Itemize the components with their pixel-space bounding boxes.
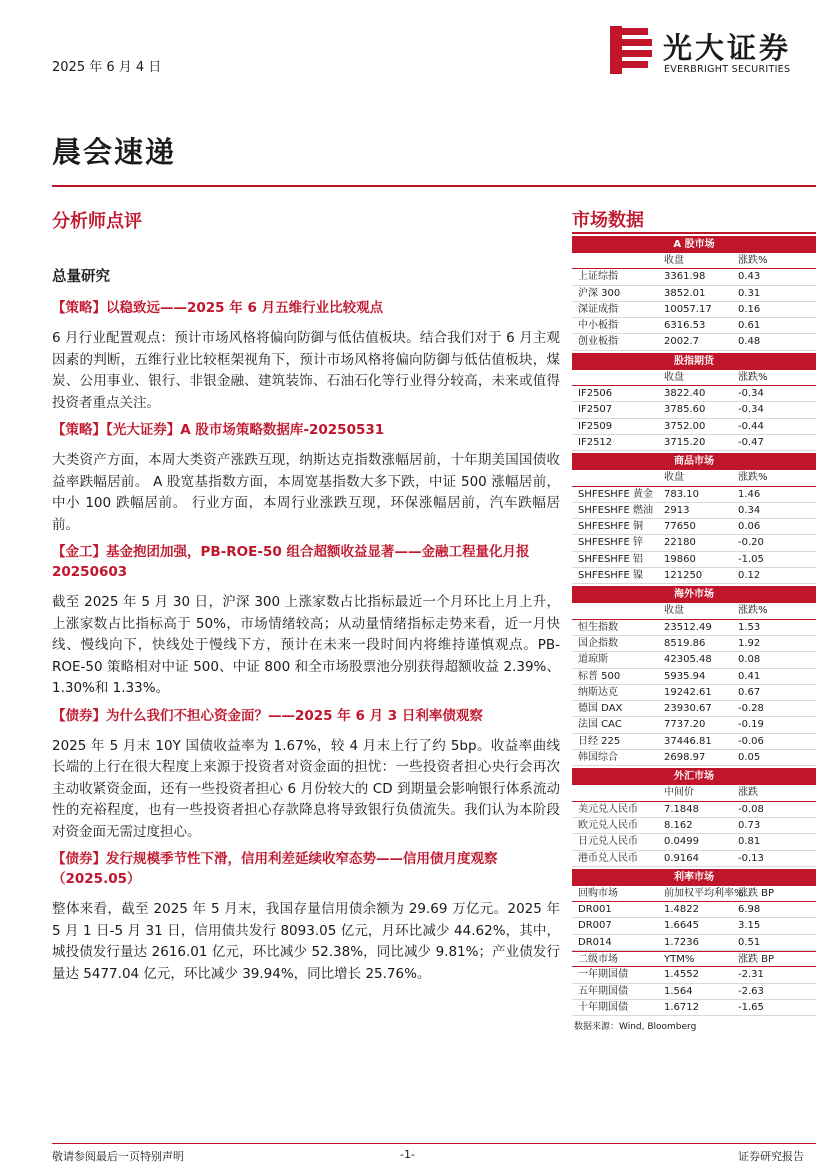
table-cell: 8.162 [664,819,693,831]
page-number: -1- [400,1148,415,1161]
market-table [572,453,816,584]
table-cell: -0.28 [738,703,764,715]
table-row [572,802,816,818]
table-cell: -0.06 [738,735,764,747]
table-cell: 8519.86 [664,637,706,649]
table-cell: 7.1848 [664,803,699,815]
market-table-title: 商品市场 [572,453,816,470]
table-cell: 收盘 [664,472,684,484]
comment-heading: 【策略】【光大证券】A 股市场策略数据库-20250531 [52,422,385,438]
table-cell: 十年期国债 [578,1001,628,1013]
table-cell: 日元兑人民币 [578,836,638,848]
table-cell: 23512.49 [664,621,712,633]
footer-divider [52,1143,816,1144]
table-cell: 3785.60 [664,404,706,416]
table-cell: 3.15 [738,920,761,932]
table-row [572,487,816,503]
table-cell: 0.05 [738,752,761,764]
table-row [572,419,816,435]
table-cell [572,785,660,800]
table-cell: -0.08 [738,803,764,815]
comment-body: 整体来看，截至 2025 年 5 月末，我国存量信用债余额为 29.69 万亿元。2025 年 5 月 1 日-5 月 31 日，信用债共发行 8093.05 亿元，月环比减少 44.62%，其中，城投债发行量达 2616.01 亿元，环比减少 52.38%，同比减少 9.81%；产业债发行量达 5477.04 亿元，环比减少 39.94%，同比增长 25.76%。 [52,901,560,982]
table-cell: -0.34 [738,388,764,400]
table-row [572,902,816,918]
table-cell: SHFESHFE 燃油 [578,504,654,516]
market-table [572,586,816,766]
table-cell: 涨跌 [738,787,758,799]
table-row [572,636,816,652]
table-cell: -2.63 [738,985,764,997]
market-table [572,869,816,1016]
table-cell: 77650 [664,521,696,533]
table-cell: SHFESHFE 铜 [578,521,644,533]
table-row [572,1000,816,1016]
table-cell: 1.92 [738,637,761,649]
table-cell: IF2507 [578,404,613,416]
comment-body: 2025 年 5 月末 10Y 国债收益率为 1.67%，较 4 月末上行了约 5bp。收益率曲线长端的上行在很大程度上来源于投资者对资金面的担忧：一些投资者担心央行会再次主动收紧资金面，还有一些投资者担心 6 月份较大的 CD 到期量会影响银行体系流动性的充裕程度，也有一些投资者担心存款降息将导致银行负债流失。我们认为本阶段对资金面无需过度担心。 [52,737,560,840]
market-data-title: 市场数据 [572,210,644,231]
table-cell: 19860 [664,553,696,565]
table-cell: 1.4822 [664,904,699,916]
table-row [572,652,816,668]
table-cell: 0.67 [738,686,761,698]
table-header-row [572,886,816,902]
table-cell: DR014 [578,936,612,948]
table-cell: 2002.7 [664,336,699,348]
market-tables [572,236,816,1016]
table-cell: 1.564 [664,985,693,997]
table-row [572,386,816,402]
table-row [572,851,816,867]
table-cell: -0.47 [738,436,764,448]
table-cell: 涨跌% [738,255,768,266]
section-title: 分析师点评 [52,211,142,232]
table-cell: 1.6645 [664,920,699,932]
table-cell: 3361.98 [664,271,706,283]
table-row [572,717,816,733]
table-header-row [572,603,816,619]
table-cell: -0.20 [738,537,764,549]
table-row [572,552,816,568]
table-header-row [572,785,816,801]
table-row [572,503,816,519]
table-cell: 7737.20 [664,719,706,731]
logo-mark-icon [608,24,654,76]
table-cell: 中间价 [664,787,694,799]
market-table-title: A 股市场 [572,236,816,253]
table-cell: 0.0499 [664,836,699,848]
report-date: 2025 年 6 月 4 日 [52,60,162,75]
table-row [572,620,816,636]
table-cell: -2.31 [738,969,764,981]
table-cell [572,253,660,268]
table-cell: 恒生指数 [578,621,618,633]
table-cell: 42305.48 [664,654,712,666]
table-cell: SHFESHFE 镍 [578,570,644,582]
table-cell: 深证成指 [578,303,618,315]
table-cell: -0.44 [738,420,764,432]
table-row [572,535,816,551]
table-cell: 0.08 [738,654,761,666]
table-row [572,286,816,302]
table-cell [572,370,660,385]
table-header-row [572,951,816,967]
table-row [572,669,816,685]
table-cell: 0.41 [738,670,761,682]
table-cell: 涨跌 BP [738,887,775,899]
table-cell: IF2509 [578,420,613,432]
market-data-panel [572,206,816,1032]
table-row [572,519,816,535]
comment-heading: 【债券】发行规模季节性下滑，信用利差延续收窄态势——信用债月度观察（2025.05） [52,851,498,887]
comment-heading: 【策略】以稳致远——2025 年 6 月五维行业比较观点 [52,300,384,316]
comment-list [52,298,560,985]
table-row [572,935,816,951]
table-row [572,334,816,350]
table-row [572,918,816,934]
table-cell: 前加权平均利率% [664,887,744,899]
table-cell: 3752.00 [664,420,706,432]
table-row [572,967,816,983]
table-cell: 2698.97 [664,752,706,764]
table-cell: 涨跌% [738,371,768,383]
table-cell: 欧元兑人民币 [578,819,638,831]
market-table-title: 股指期货 [572,353,816,370]
table-row [572,402,816,418]
table-cell: 3715.20 [664,436,706,448]
table-cell: DR007 [578,920,612,932]
table-cell: DR001 [578,904,612,916]
table-cell: -0.19 [738,719,764,731]
comment-body: 截至 2025 年 5 月 30 日，沪深 300 上涨家数占比指标最近一个月环比上月上升，上涨家数占比指标高于 50%，市场情绪较高；从动量情绪指标走势来看，近一月快线、慢线向下，快线处于慢线下方，预计在未来一段时间内将维持谨慎观点。PB-ROE-50 策略相对中证 500、中证 800 和全市场股票池分别获得超额收益 2.39%、1.30%和 1.33%。 [52,594,560,696]
comment-heading: 【金工】基金抱团加强，PB-ROE-50 组合超额收益显著——金融工程量化月报 20250603 [52,544,530,580]
table-cell: 0.9164 [664,852,699,864]
table-cell: 0.16 [738,303,761,315]
table-header-row [572,470,816,486]
table-cell: 收盘 [664,605,684,617]
table-row [572,750,816,766]
table-cell: 道琼斯 [578,654,608,666]
table-cell: SHFESHFE 铝 [578,553,644,565]
market-table-title: 海外市场 [572,586,816,603]
table-cell: IF2506 [578,388,613,400]
footer-report-type: 证券研究报告 [738,1150,804,1163]
table-row [572,701,816,717]
table-cell: 0.73 [738,819,761,831]
market-table [572,353,816,451]
table-cell: 1.53 [738,621,761,633]
table-cell: 0.81 [738,836,761,848]
table-cell: 纳斯达克 [578,686,618,698]
table-row [572,734,816,750]
analyst-comments [52,265,560,991]
table-row [572,435,816,451]
table-header-row [572,253,816,269]
table-cell: 0.48 [738,336,761,348]
table-cell: SHFESHFE 锌 [578,537,644,549]
table-cell: 涨跌% [738,605,768,617]
table-row [572,318,816,334]
table-cell: 37446.81 [664,735,712,747]
table-cell: -0.13 [738,852,764,864]
market-table-title: 利率市场 [572,869,816,886]
logo-english-name: EVERBRIGHT SECURITIES [664,64,791,75]
table-cell: 国企指数 [578,637,618,649]
page-title: 晨会速递 [52,135,177,169]
table-cell [572,470,660,485]
table-row [572,568,816,584]
comment-body: 大类资产方面，本周大类资产涨跌互现，纳斯达克指数涨幅居前，十年期美国国债收益率跌幅居前。 A 股宽基指数方面，本周宽基指数大多下跌，中证 500 涨幅居前，中小 100 跌幅居前。 行业方面，本周行业涨跌互现，环保涨幅居前，汽车跌幅居前。 [52,452,560,533]
table-header-row [572,370,816,386]
table-cell: 回购市场 [578,887,618,899]
table-cell: 1.6712 [664,1001,699,1013]
footer-disclaimer: 敬请参阅最后一页特别声明 [52,1150,184,1163]
table-cell [572,603,660,618]
table-cell: 0.06 [738,521,761,533]
table-cell: 783.10 [664,488,699,500]
subsection-title: 总量研究 [52,269,110,285]
data-source: 数据来源：Wind, Bloomberg [574,1022,697,1033]
table-cell: 收盘 [664,255,684,266]
market-table-title: 外汇市场 [572,768,816,785]
table-cell: 港币兑人民币 [578,852,638,864]
table-cell: IF2512 [578,436,613,448]
table-cell: 3822.40 [664,388,706,400]
table-cell: 23930.67 [664,703,712,715]
table-cell: -1.65 [738,1001,764,1013]
table-cell: 五年期国债 [578,985,628,997]
table-cell: 涨跌% [738,472,768,484]
table-cell: -0.34 [738,404,764,416]
table-cell: 德国 DAX [578,703,623,715]
table-cell: 19242.61 [664,686,712,698]
comment-heading: 【债券】为什么我们不担心资金面？——2025 年 6 月 3 日利率债观察 [52,707,483,724]
table-cell: 0.61 [738,320,761,332]
table-cell: 1.46 [738,488,761,500]
table-cell: 上证综指 [578,271,618,283]
table-cell: -1.05 [738,553,764,565]
table-cell: 22180 [664,537,696,549]
table-cell: 1.4552 [664,969,699,981]
table-cell: 创业板指 [578,336,618,348]
table-cell: 法国 CAC [578,719,622,731]
table-cell: 0.12 [738,570,761,582]
table-cell: SHFESHFE 黄金 [578,488,654,500]
table-cell: 121250 [664,570,703,582]
table-cell: 收盘 [664,371,684,383]
table-cell: 0.31 [738,287,761,299]
table-cell: 一年期国债 [578,969,628,981]
table-row [572,685,816,701]
table-row [572,834,816,850]
table-cell: 1.7236 [664,936,699,948]
table-cell: 韩国综合 [578,752,618,764]
table-row [572,818,816,834]
table-cell: 0.51 [738,936,761,948]
logo-chinese-name: 光大证券 [663,31,792,65]
table-row [572,984,816,1000]
table-cell: 6316.53 [664,320,706,332]
table-row [572,302,816,318]
table-cell: 标普 500 [578,670,621,682]
table-cell: 涨跌 BP [738,953,775,965]
market-table [572,768,816,866]
table-cell: 0.34 [738,504,761,516]
header-divider [52,185,816,187]
table-cell: 2913 [664,504,690,516]
company-logo [608,24,808,76]
table-cell: 0.43 [738,271,761,283]
table-cell: 10057.17 [664,303,712,315]
table-cell: 6.98 [738,904,761,916]
comment-body: 6 月行业配置观点：预计市场风格将偏向防御与低估值板块。结合我们对于 6 月主观因素的判断，五维行业比较框架视角下，预计市场风格将偏向防御与低估值板块，煤炭、公用事业、银行、非银金融、建筑装饰、石油石化等行业得分较高，未来或值得投资者重点关注。 [52,330,560,411]
table-cell: 5935.94 [664,670,706,682]
table-cell: 美元兑人民币 [578,803,638,815]
table-cell: 日经 225 [578,735,621,747]
table-cell: YTM% [664,953,695,965]
market-table [572,236,816,351]
table-cell: 中小板指 [578,320,618,332]
table-row [572,269,816,285]
table-cell: 沪深 300 [578,287,621,299]
market-data-divider [572,232,816,234]
table-cell: 二级市场 [578,953,618,965]
table-cell: 3852.01 [664,287,706,299]
